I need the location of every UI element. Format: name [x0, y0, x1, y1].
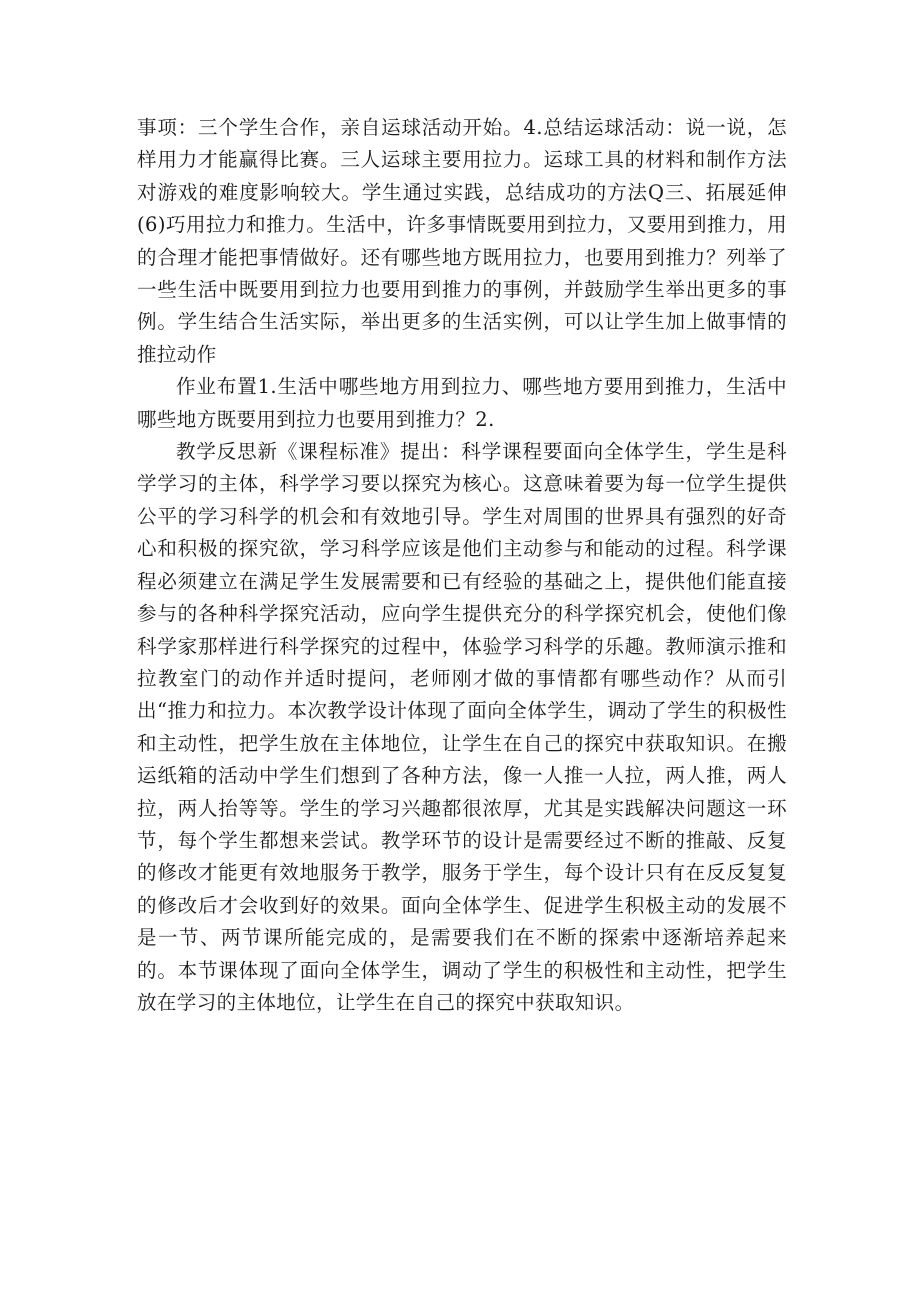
paragraph-teaching-reflection: 教学反思新《课程标准》提出：科学课程要面向全体学生，学生是科学学习的主体，科学学习要以探究为核心。这意味着要为每一位学生提供公平的学习科学的机会和有效地引导。学生对周围的世界具有强烈的好奇心和积极的探究欲，学习科学应该是他们主动参与和能动的过程。科学课程必须建立在满足学生发展需要和已有经验的基础之上，提供他们能直接参与的各种科学探究活动，应向学生提供充分的科学探究机会，使他们像科学家那样进行科学探究的过程中，体验学习科学的乐趣。教师演示推和拉教室门的动作并适时提问，老师刚才做的事情都有哪些动作？从而引出“推力和拉力。本次教学设计体现了面向全体学生，调动了学生的积极性和主动性，把学生放在主体地位，让学生在自己的探究中获取知识。在搬运纸箱的活动中学生们想到了各种方法，像一人推一人拉，两人推，两人拉，两人抬等等。学生的学习兴趣都很浓厚，尤其是实践解决问题这一环节，每个学生都想来尝试。教学环节的设计是需要经过不断的推敲、反复的修改才能更有效地服务于教学，服务于学生，每个设计只有在反反复复的修改后才会收到好的效果。面向全体学生、促进学生积极主动的发展不是一节、两节课所能完成的，是需要我们在不断的探索中逐渐培养起来的。本节课体现了面向全体学生，调动了学生的积极性和主动性，把学生放在学习的主体地位，让学生在自己的探究中获取知识。 — [137, 440, 787, 1014]
paragraph-homework: 作业布置1.生活中哪些地方用到拉力、哪些地方要用到推力，生活中哪些地方既要用到拉力也要用到推力？2. — [137, 375, 787, 431]
paragraph-activity-summary: 事项：三个学生合作，亲自运球活动开始。4.总结运球活动：说一说，怎样用力才能赢得比赛。三人运球主要用拉力。运球工具的材料和制作方法对游戏的难度影响较大。学生通过实践，总结成功的方法Q三、拓展延伸(6)巧用拉力和推力。生活中，许多事情既要用到拉力，又要用到推力，用的合理才能把事情做好。还有哪些地方既用拉力，也要用到推力？列举了一些生活中既要用到拉力也要用到推力的事例，并鼓励学生举出更多的事例。学生结合生活实际，举出更多的生活实例，可以让学生加上做事情的推拉动作 — [137, 116, 787, 366]
document-body — [137, 112, 787, 1019]
